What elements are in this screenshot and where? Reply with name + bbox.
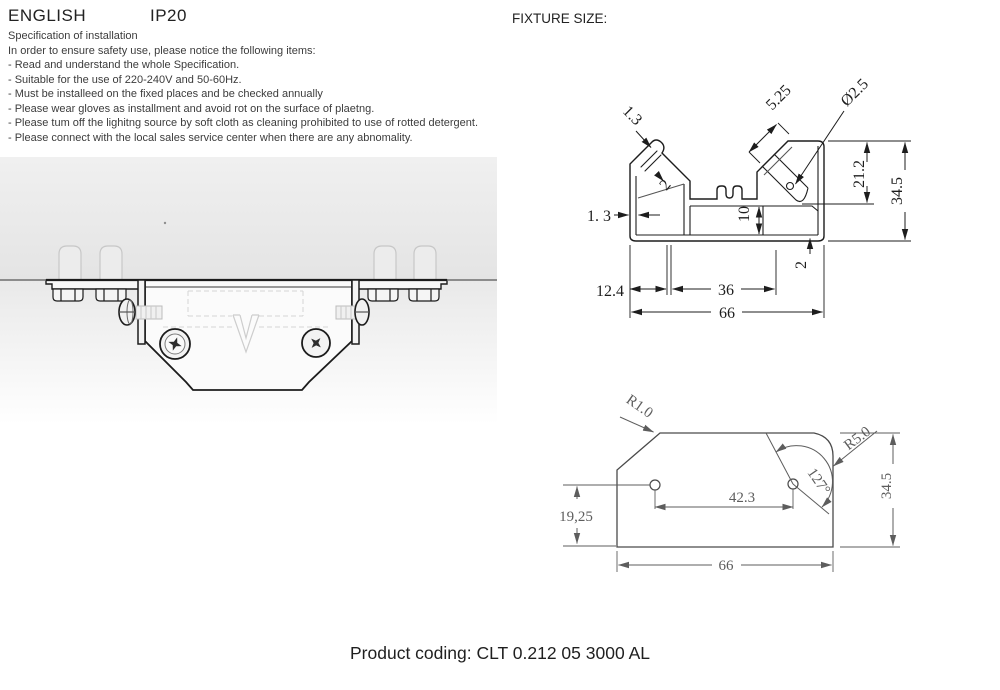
dim-channel-height: 10 [736,206,753,222]
dim-hole-spacing: 42.3 [728,490,756,506]
dim-lip-thickness: 1.3 [619,102,646,129]
dim-plate-height: 34.5 [879,472,895,500]
mounting-plate-left [46,280,140,289]
profile-inner-walls [636,146,818,235]
spec-item: - Please connect with the local sales service center when there are any abnomality. [8,131,413,144]
dim-total-width: 66 [719,305,735,322]
spec-item: - Please tum off the lighitng source by soft cloth as cleaning prohibited to use of rotted detergent. [8,117,479,129]
panel-speck [164,222,166,224]
mounting-plate-right [357,280,447,289]
dim-radius-large: R5.0 [841,423,874,454]
fixture-size-label: FIXTURE SIZE: [512,11,608,26]
dim-cut-angle: 127° [803,465,834,498]
dim-left-offset: 12.4 [596,283,624,300]
installation-spec-text [8,29,528,145]
spec-item: - Must be installeed on the fixed places and be checked annually [8,88,323,100]
product-coding: Product coding: CLT 0.212 05 3000 AL [350,643,650,663]
dim-plate-width: 66 [718,558,734,574]
spec-item: - Please wear gloves as installment and avoid rot on the surface of plaetng. [8,102,375,115]
mounting-plate-drawing [545,385,1000,590]
wing-hole [787,183,794,190]
dim-wing-slot-width: 2 [656,176,675,194]
dim-radius-small: R1.0 [622,391,656,422]
ip-rating-label: IP20 [150,6,187,25]
dim-depth-to-web: 21.2 [851,160,868,188]
phillips-screw-left [160,329,190,359]
dim-wall-thickness: 1. 3 [587,208,611,225]
dim-hole-offset: 19,25 [559,509,593,525]
dim-slot-width: 5.25 [762,81,795,114]
language-label: ENGLISH [8,6,87,25]
dim-total-height: 34.5 [889,177,906,205]
spec-item: - Suitable for the use of 220-240V and 50-60Hz. [8,73,242,86]
spec-item: - Read and understand the whole Specification. [8,59,240,71]
profile-cross-section-drawing [555,70,1000,335]
spec-title: Specification of installation [8,30,138,42]
profile-outline [630,140,824,241]
dim-inner-width: 36 [718,282,734,299]
dim-base-thickness: 2 [793,261,810,269]
phillips-screw-right [302,329,330,357]
spec-intro: In order to ensure safety use, please notice the following items: [8,44,316,57]
dim-hole-diameter: Ø2.5 [837,75,872,110]
plate-hole-left [650,480,660,490]
fixture-mounting-render [0,150,500,440]
